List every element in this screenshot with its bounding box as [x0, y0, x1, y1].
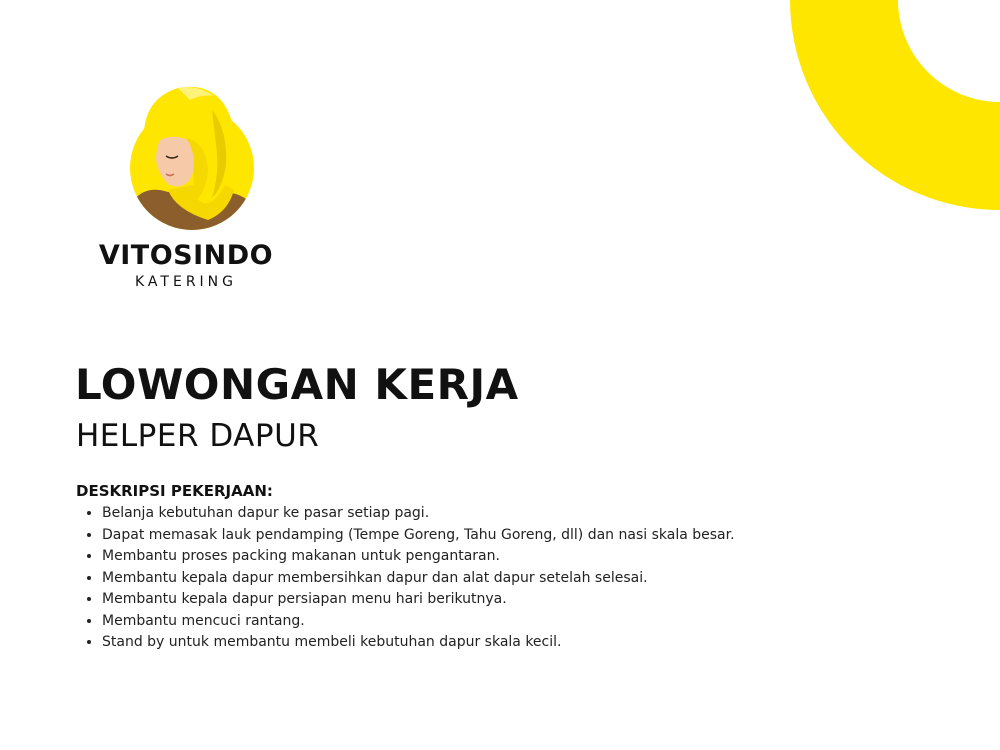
yellow-arc-icon [790, 0, 1000, 210]
list-item: • Dapat memasak lauk pendamping (Tempe Goreng, Tahu Goreng, dll) dan nasi skala besar. [102, 525, 751, 547]
job-description-list [76, 503, 751, 654]
brand-logo [86, 80, 286, 295]
brand-subtitle: KATERING [135, 274, 237, 290]
list-item: • Belanja kebutuhan dapur ke pasar setiap pagi. [102, 503, 751, 525]
list-item: • Membantu kepala dapur persiapan menu hari berikutnya. [102, 589, 751, 611]
list-item: • Membantu proses packing makanan untuk pengantaran. [102, 546, 751, 568]
position-title: HELPER DAPUR [76, 418, 320, 454]
list-item: • Membantu kepala dapur membersihkan dapur dan alat dapur setelah selesai. [102, 568, 751, 590]
list-item: • Stand by untuk membantu membeli kebutuhan dapur skala kecil. [102, 632, 751, 654]
woman-in-yellow-hijab-icon [116, 80, 266, 240]
brand-name: VITOSINDO [98, 240, 274, 271]
page-title: LOWONGAN KERJA [75, 360, 519, 409]
list-item: • Membantu mencuci rantang. [102, 611, 751, 633]
job-description-title: DESKRIPSI PEKERJAAN: [76, 482, 273, 500]
